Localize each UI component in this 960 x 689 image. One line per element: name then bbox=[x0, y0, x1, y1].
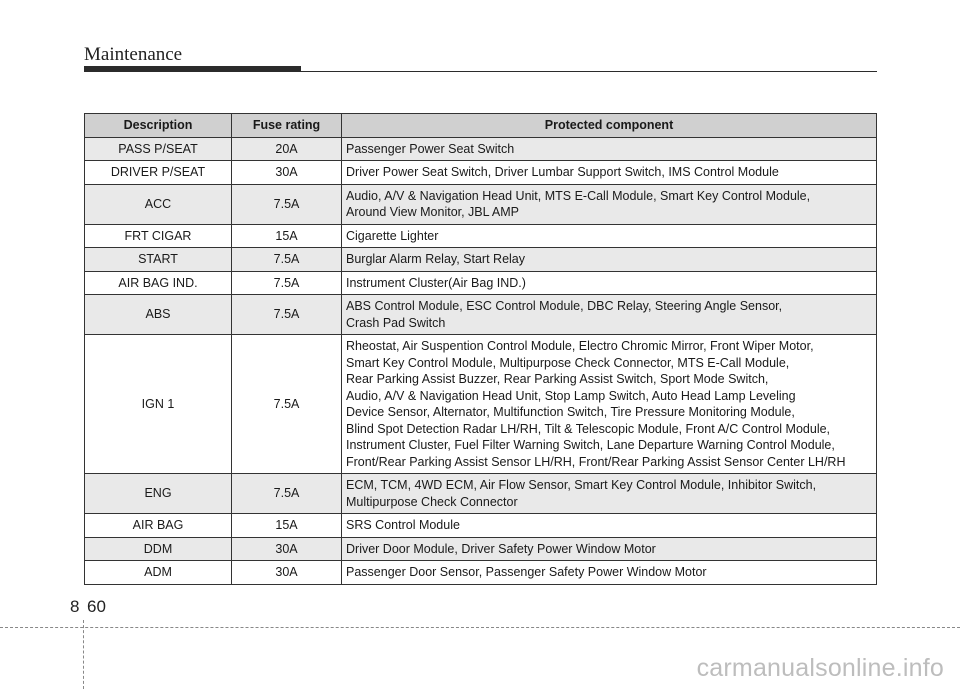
protected-component bbox=[342, 137, 877, 161]
fuse-description: FRT CIGAR bbox=[85, 224, 232, 248]
fuse-description: IGN 1 bbox=[85, 335, 232, 474]
table-row bbox=[85, 474, 877, 514]
fuse-description: DDM bbox=[85, 537, 232, 561]
table-row bbox=[85, 537, 877, 561]
section-title: Maintenance bbox=[84, 44, 183, 65]
protected-component-line: Cigarette Lighter bbox=[346, 228, 439, 243]
fuse-description: AIR BAG IND. bbox=[85, 271, 232, 295]
table-row bbox=[85, 248, 877, 272]
protected-component-line: Rheostat, Air Suspention Control Module, Electro Chromic Mirror, Front Wiper Motor, bbox=[346, 339, 814, 353]
column-header-fuse-rating: Fuse rating bbox=[232, 114, 342, 138]
protected-component-line: ECM, TCM, 4WD ECM, Air Flow Sensor, Smart Key Control Module, Inhibitor Switch, bbox=[346, 478, 817, 492]
protected-component-line: Around View Monitor, JBL AMP bbox=[346, 205, 520, 219]
protected-component-line: Device Sensor, Alternator, Multifunction Switch, Tire Pressure Monitoring Module, bbox=[346, 405, 795, 419]
protected-component-line: Passenger Power Seat Switch bbox=[346, 141, 515, 156]
table-row bbox=[85, 514, 877, 538]
protected-component-line: Audio, A/V & Navigation Head Unit, MTS E-Call Module, Smart Key Control Module, bbox=[346, 188, 811, 203]
protected-component-line: Blind Spot Detection Radar LH/RH, Tilt & Telescopic Module, Front A/C Control Module, bbox=[346, 421, 831, 436]
protected-component-line: Rear Parking Assist Buzzer, Rear Parking Assist Switch, Sport Mode Switch, bbox=[346, 372, 769, 386]
protected-component-line: Instrument Cluster(Air Bag IND.) bbox=[346, 275, 526, 290]
fuse-rating: 15A bbox=[232, 224, 342, 248]
fuse-table bbox=[84, 113, 877, 585]
protected-component bbox=[342, 248, 877, 272]
chapter-number: 8 bbox=[70, 597, 80, 616]
table-row bbox=[85, 295, 877, 335]
protected-component-line: Passenger Door Sensor, Passenger Safety Power Window Motor bbox=[346, 565, 707, 579]
fuse-rating: 20A bbox=[232, 137, 342, 161]
protected-component bbox=[342, 335, 877, 474]
fuse-description: ABS bbox=[85, 295, 232, 335]
protected-component bbox=[342, 474, 877, 514]
table-row bbox=[85, 271, 877, 295]
table-row bbox=[85, 184, 877, 224]
fuse-description: ACC bbox=[85, 184, 232, 224]
protected-component-line: Smart Key Control Module, Multipurpose Check Connector, MTS E-Call Module, bbox=[346, 355, 790, 370]
fuse-rating: 7.5A bbox=[232, 184, 342, 224]
protected-component-line: Driver Power Seat Switch, Driver Lumbar Support Switch, IMS Control Module bbox=[346, 165, 779, 179]
protected-component-line: Crash Pad Switch bbox=[346, 315, 446, 330]
protected-component-line: Multipurpose Check Connector bbox=[346, 494, 518, 509]
table-row bbox=[85, 224, 877, 248]
table-row bbox=[85, 561, 877, 585]
fuse-description: AIR BAG bbox=[85, 514, 232, 538]
protected-component bbox=[342, 514, 877, 538]
protected-component-line: ABS Control Module, ESC Control Module, DBC Relay, Steering Angle Sensor, bbox=[346, 299, 783, 313]
column-header-protected-component: Protected component bbox=[342, 114, 877, 138]
fuse-rating: 30A bbox=[232, 161, 342, 185]
fuse-rating: 7.5A bbox=[232, 248, 342, 272]
fuse-rating: 7.5A bbox=[232, 271, 342, 295]
fuse-description: PASS P/SEAT bbox=[85, 137, 232, 161]
fuse-rating: 30A bbox=[232, 537, 342, 561]
fuse-table-body bbox=[85, 137, 877, 584]
protected-component bbox=[342, 161, 877, 185]
protected-component bbox=[342, 537, 877, 561]
fuse-description: START bbox=[85, 248, 232, 272]
fuse-rating: 7.5A bbox=[232, 474, 342, 514]
protected-component-line: Audio, A/V & Navigation Head Unit, Stop Lamp Switch, Auto Head Lamp Leveling bbox=[346, 388, 796, 403]
protected-component bbox=[342, 184, 877, 224]
fuse-description: ADM bbox=[85, 561, 232, 585]
protected-component-line: SRS Control Module bbox=[346, 518, 460, 532]
header-rule-thin bbox=[301, 71, 877, 72]
protected-component-line: Burglar Alarm Relay, Start Relay bbox=[346, 252, 525, 266]
watermark: carmanualsonline.info bbox=[696, 654, 944, 682]
protected-component bbox=[342, 224, 877, 248]
protected-component bbox=[342, 295, 877, 335]
footer-rule bbox=[0, 627, 960, 628]
footer-divider bbox=[83, 620, 84, 689]
fuse-rating: 7.5A bbox=[232, 335, 342, 474]
protected-component-line: Driver Door Module, Driver Safety Power Window Motor bbox=[346, 541, 656, 556]
table-row bbox=[85, 161, 877, 185]
fuse-description: DRIVER P/SEAT bbox=[85, 161, 232, 185]
fuse-rating: 30A bbox=[232, 561, 342, 585]
page-number: 60 bbox=[87, 597, 106, 616]
table-row bbox=[85, 335, 877, 474]
fuse-rating: 15A bbox=[232, 514, 342, 538]
header-rule-thick bbox=[84, 66, 301, 72]
fuse-rating: 7.5A bbox=[232, 295, 342, 335]
protected-component-line: Front/Rear Parking Assist Sensor LH/RH, Front/Rear Parking Assist Sensor Center LH/RH bbox=[346, 454, 846, 469]
protected-component bbox=[342, 271, 877, 295]
table-row bbox=[85, 137, 877, 161]
protected-component-line: Instrument Cluster, Fuel Filter Warning Switch, Lane Departure Warning Control Module, bbox=[346, 438, 835, 452]
fuse-description: ENG bbox=[85, 474, 232, 514]
protected-component bbox=[342, 561, 877, 585]
column-header-description: Description bbox=[85, 114, 232, 138]
table-header-row bbox=[85, 114, 877, 138]
